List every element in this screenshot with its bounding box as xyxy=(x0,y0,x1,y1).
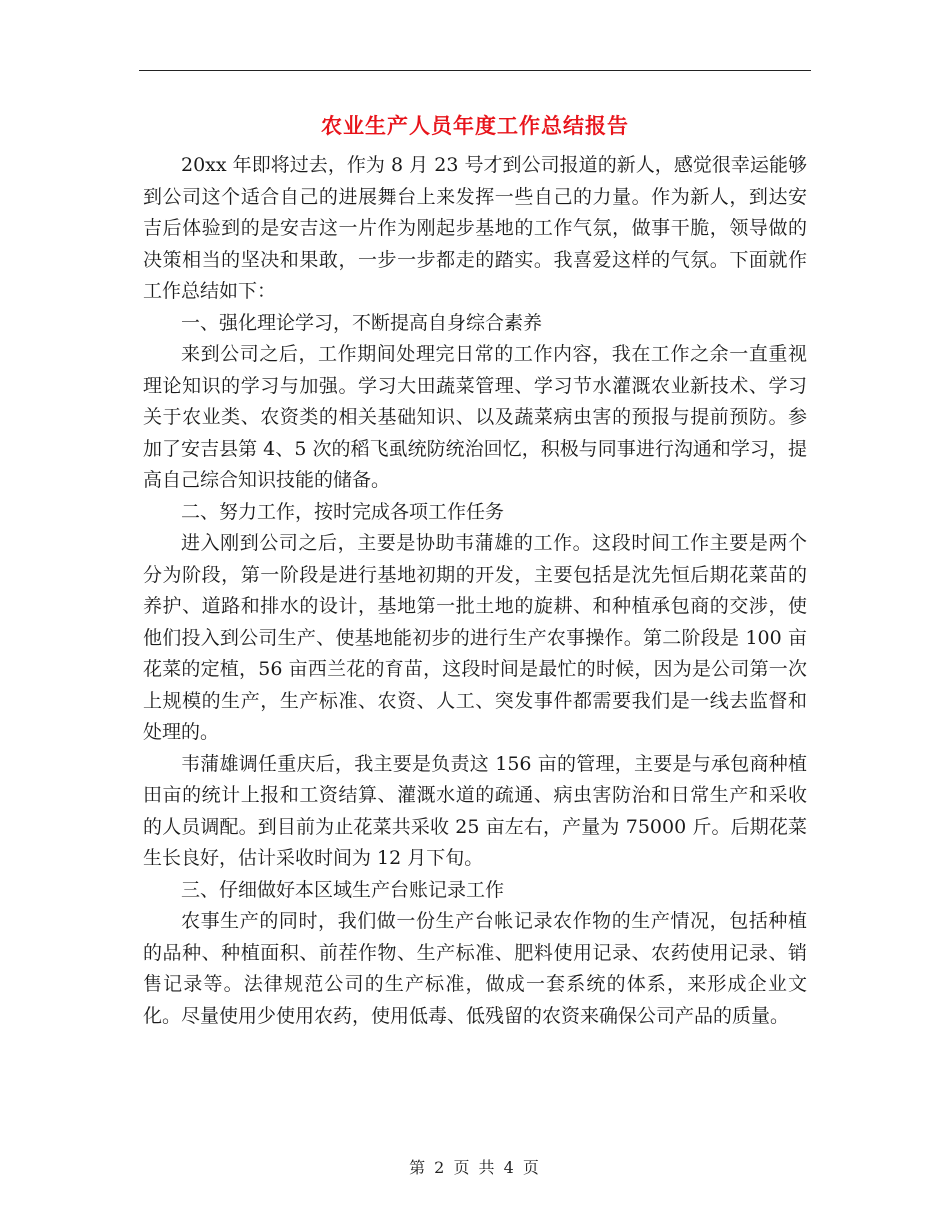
section-3-paragraph: 农事生产的同时，我们做一份生产台帐记录农作物的生产情况，包括种植的品种、种植面积、前茬作物、生产标准、肥料使用记录、农药使用记录、销售记录等。法律规范公司的生产标准，做成一套系统的体系，来形成企业文化。尽量使用少使用农药，使用低毒、低残留的农资来确保公司产品的质量。 xyxy=(143,910,807,1027)
page-number: 第 2 页 共 4 页 xyxy=(409,1158,541,1177)
section-heading-2: 二、努力工作，按时完成各项工作任务 xyxy=(181,500,505,523)
intro-paragraph: 20xx 年即将过去，作为 8 月 23 号才到公司报道的新人，感觉很幸运能够到公司这个适合自己的进展舞台上来发挥一些自己的力量。作为新人，到达安吉后体验到的是安吉这一片作为刚起步基地的工作气氛，做事干脆，领导做的决策相当的坚决和果敢，一步一步都走的踏实。我喜爱这样的气氛。下面就作工作总结如下： xyxy=(143,154,807,302)
section-1-paragraph: 来到公司之后，工作期间处理完日常的工作内容，我在工作之余一直重视理论知识的学习与加强。学习大田蔬菜管理、学习节水灌溉农业新技术、学习关于农业类、农资类的相关基础知识、以及蔬菜病虫害的预报与提前预防。参加了安吉县第 4、5 次的稻飞虱统防统治回忆，积极与同事进行沟通和学习，提高自己综合知识技能的储备。 xyxy=(143,343,807,491)
section-2-paragraph-1: 进入刚到公司之后，主要是协助韦蒲雄的工作。这段时间工作主要是两个分为阶段，第一阶段是进行基地初期的开发，主要包括是沈先恒后期花菜苗的养护、道路和排水的设计，基地第一批土地的旋耕、和种植承包商的交涉，使他们投入到公司生产、使基地能初步的进行生产农事操作。第二阶段是 100 亩花菜的定植，56 亩西兰花的育苗，这段时间是最忙的时候，因为是公司第一次上规模的生产，生产标准、农资、人工、突发事件都需要我们是一线去监督和处理的。 xyxy=(143,532,807,743)
document-body xyxy=(143,150,807,1032)
header-rule xyxy=(139,70,811,71)
section-2-paragraph-2: 韦蒲雄调任重庆后，我主要是负责这 156 亩的管理，主要是与承包商种植田亩的统计上报和工资结算、灌溉水道的疏通、病虫害防治和日常生产和采收的人员调配。到目前为止花菜共采收 25 亩左右，产量为 75000 斤。后期花菜生长良好，估计采收时间为 12 月下旬。 xyxy=(143,752,807,869)
document-title: 农业生产人员年度工作总结报告 xyxy=(321,113,629,138)
section-heading-3: 三、仔细做好本区域生产台账记录工作 xyxy=(181,878,505,901)
section-heading-1: 一、强化理论学习，不断提高自身综合素养 xyxy=(181,311,543,334)
